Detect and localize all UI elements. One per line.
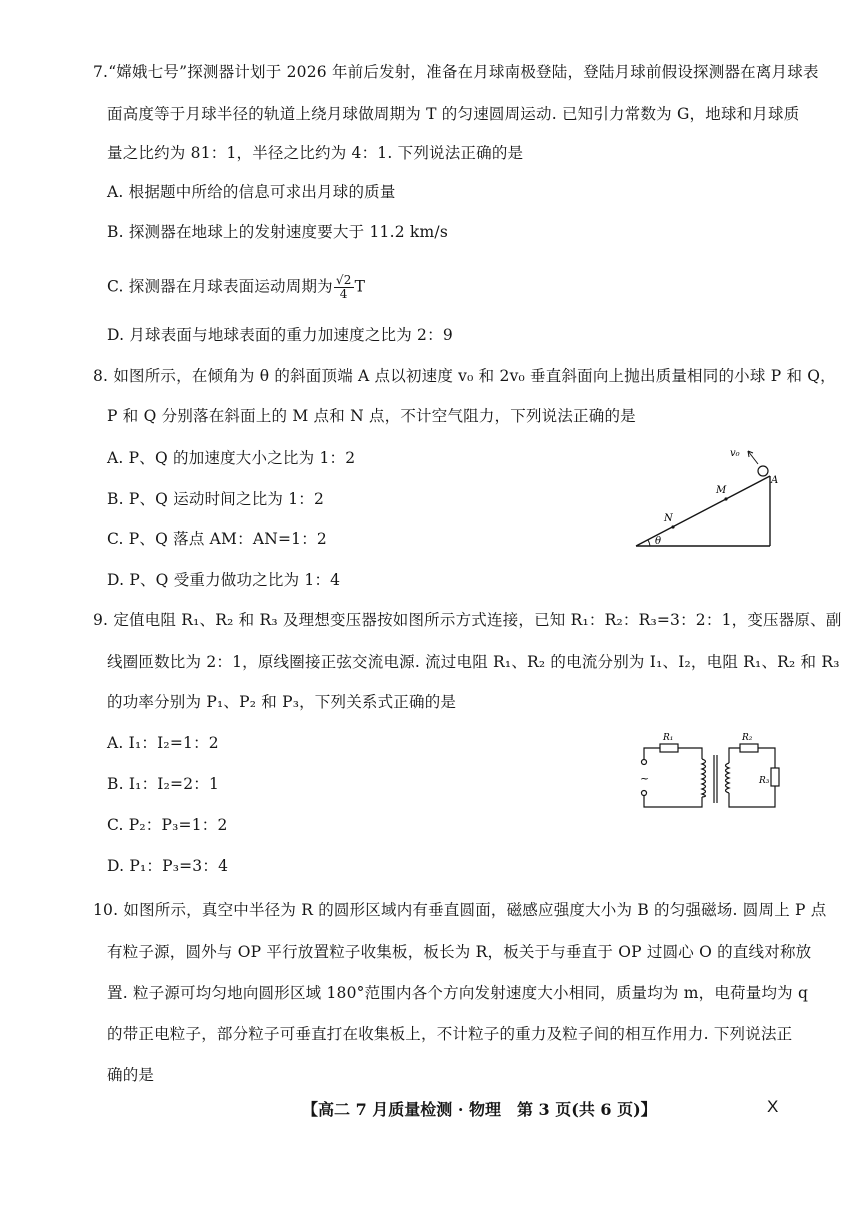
label-a: A: [771, 475, 779, 486]
point-n-dot: [671, 525, 674, 528]
q9-stem-line3: 的功率分别为 P₁、P₂ 和 P₃，下列关系式正确的是: [107, 693, 457, 711]
label-r2: R₂: [742, 733, 753, 743]
source-terminal-top: [642, 760, 647, 765]
label-r1: R₁: [663, 733, 674, 743]
label-v0: v₀: [730, 448, 740, 459]
label-theta: θ: [655, 536, 662, 547]
label-r3: R₃: [759, 776, 770, 786]
q10-stem-line1: 10. 如图所示，真空中半径为 R 的圆形区域内有垂直圆面，磁感应强度大小为 B 的匀强磁场. 圆周上 P 点: [93, 901, 827, 919]
q7-option-c-denominator: 4: [339, 287, 348, 301]
label-n: N: [664, 513, 673, 524]
q9-option-d: D. P₁：P₃=3：4: [107, 857, 229, 875]
q8-option-c: C. P、Q 落点 AM：AN=1：2: [107, 530, 327, 548]
point-m-dot: [724, 497, 727, 500]
q9-stem-line1: 9. 定值电阻 R₁、R₂ 和 R₃ 及理想变压器按如图所示方式连接，已知 R₁：R₂：R₃=3：2：1，变压器原、副: [93, 611, 842, 629]
q7-option-a: A. 根据题中所给的信息可求出月球的质量: [107, 183, 396, 201]
q10-stem-line4: 的带正电粒子，部分粒子可垂直打在收集板上，不计粒子的重力及粒子间的相互作用力. 下列说法正: [107, 1025, 793, 1043]
q7-option-c-numerator: √2: [335, 273, 352, 287]
primary-coil: [702, 759, 706, 797]
q8-stem-line2: P 和 Q 分别落在斜面上的 M 点和 N 点，不计空气阻力，下列说法正确的是: [107, 407, 636, 425]
q7-option-c-suffix: T: [354, 277, 366, 296]
q7-option-c-prefix: C. 探测器在月球表面运动周期为: [107, 277, 333, 296]
resistor-r2: [740, 744, 758, 752]
q9-option-b: B. I₁：I₂=2：1: [107, 775, 220, 793]
q7-stem-line3: 量之比约为 81：1，半径之比约为 4：1. 下列说法正确的是: [107, 144, 524, 162]
q10-stem-line3: 置. 粒子源可均匀地向圆形区域 180°范围内各个方向发射速度大小相同，质量均为 m，电荷量均为 q: [107, 984, 809, 1002]
q9-stem-line2: 线圈匝数比为 2：1，原线圈接正弦交流电源. 流过电阻 R₁、R₂ 的电流分别为 I₁、I₂，电阻 R₁、R₂ 和 R₃: [107, 653, 840, 671]
q7-option-c-fraction: [334, 274, 354, 301]
q8-stem-line1: 8. 如图所示，在倾角为 θ 的斜面顶端 A 点以初速度 v₀ 和 2v₀ 垂直斜面向上抛出质量相同的小球 P 和 Q，: [93, 367, 836, 385]
q8-option-a: A. P、Q 的加速度大小之比为 1：2: [107, 449, 356, 467]
q7-stem-line2: 面高度等于月球半径的轨道上绕月球做周期为 T 的匀速圆周运动. 已知引力常数为 G，地球和月球质: [107, 105, 800, 123]
q8-option-d: D. P、Q 受重力做功之比为 1：4: [107, 571, 341, 589]
q7-option-b: B. 探测器在地球上的发射速度要大于 11.2 km/s: [107, 223, 448, 241]
q10-stem-line2: 有粒子源，圆外与 OP 平行放置粒子收集板，板长为 R，板关于与垂直于 OP 过圆心 O 的直线对称放: [107, 943, 812, 961]
q9-option-a: A. I₁：I₂=1：2: [107, 734, 219, 752]
incline-figure: [630, 440, 790, 555]
transformer-circuit-figure: [632, 727, 782, 819]
theta-arc: [648, 540, 650, 546]
q9-option-c: C. P₂：P₃=1：2: [107, 816, 228, 834]
source-symbol: ~: [640, 772, 650, 785]
secondary-coil: [726, 763, 730, 793]
page-footer: 【高二 7 月质量检测 · 物理 第 3 页(共 6 页)】: [302, 1100, 657, 1119]
source-terminal-bottom: [642, 791, 647, 796]
q10-stem-line5: 确的是: [107, 1066, 155, 1084]
resistor-r3: [771, 768, 779, 786]
q7-option-c: [107, 274, 365, 301]
resistor-r1: [660, 744, 678, 752]
label-m: M: [716, 485, 727, 496]
ball-icon: [758, 466, 768, 476]
q7-stem-line1: 7.“嫦娥七号”探测器计划于 2026 年前后发射，准备在月球南极登陆，登陆月球前假设探测器在离月球表: [93, 63, 819, 81]
q7-option-d: D. 月球表面与地球表面的重力加速度之比为 2：9: [107, 326, 453, 344]
q8-option-b: B. P、Q 运动时间之比为 1：2: [107, 490, 325, 508]
footer-mark: X: [767, 1097, 779, 1116]
primary-wire: [644, 748, 702, 807]
